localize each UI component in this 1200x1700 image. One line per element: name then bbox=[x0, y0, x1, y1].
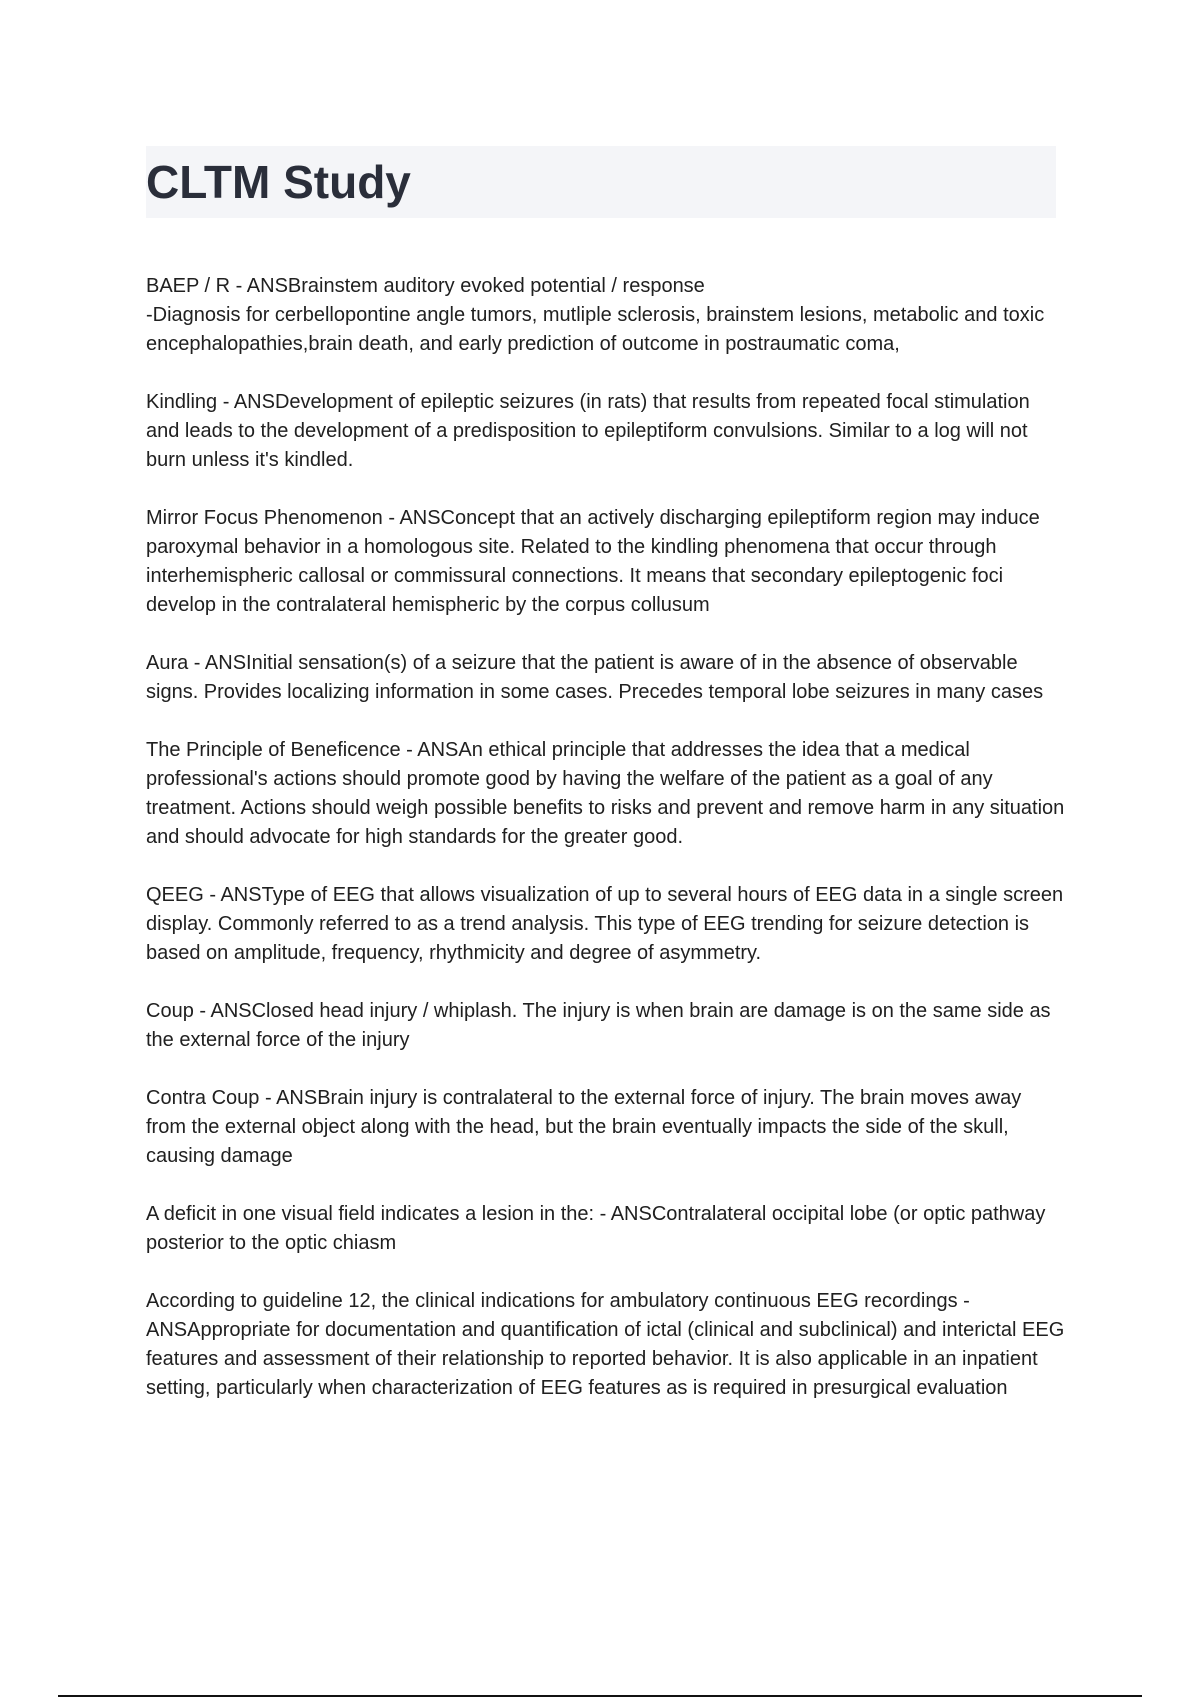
page-title: CLTM Study bbox=[146, 156, 411, 208]
entry-beneficence: The Principle of Beneficence - ANSAn ethical principle that addresses the idea that a medical professional's actions should promote good by having the welfare of the patient as a goal of any treatment. Actions should weigh possible benefits to risks and prevent and remove harm in any situation and should advocate for high standards for the greater good. bbox=[146, 739, 1065, 848]
entry-guideline-12: According to guideline 12, the clinical indications for ambulatory continuous EEG recordings - ANSAppropriate for documentation and quantification of ictal (clinical and subclinical) and interictal EEG features and assessment of their relationship to reported behavior. It is also applicable in an inpatient setting, particularly when characterization of EEG features as is required in presurgical evaluation bbox=[146, 1290, 1065, 1399]
entry-aura: Aura - ANSInitial sensation(s) of a seizure that the patient is aware of in the absence of observable signs. Provides localizing information in some cases. Precedes temporal lobe seizures in many cases bbox=[146, 652, 1044, 703]
entry-coup: Coup - ANSClosed head injury / whiplash. The injury is when brain are damage is on the same side as the external force of the injury bbox=[146, 1000, 1051, 1051]
document-body bbox=[146, 272, 1066, 1432]
entry-visual-field: A deficit in one visual field indicates a lesion in the: - ANSContralateral occipital lobe (or optic pathway posterior to the optic chiasm bbox=[146, 1203, 1046, 1254]
entry-qeeg: QEEG - ANSType of EEG that allows visualization of up to several hours of EEG data in a single screen display. Commonly referred to as a trend analysis. This type of EEG trending for seizure detection is based on amplitude, frequency, rhythmicity and degree of asymmetry. bbox=[146, 884, 1064, 964]
entry-baep: BAEP / R - ANSBrainstem auditory evoked potential / response -Diagnosis for cerbellopontine angle tumors, mutliple sclerosis, brainstem lesions, metabolic and toxic encephalopathies,brain death, and early prediction of outcome in postraumatic coma, bbox=[146, 275, 1045, 355]
entry-contra-coup: Contra Coup - ANSBrain injury is contralateral to the external force of injury. The brain moves away from the external object along with the head, but the brain eventually impacts the side of the skull, causing damage bbox=[146, 1087, 1022, 1167]
page-divider bbox=[58, 1695, 1142, 1697]
entry-mirror-focus: Mirror Focus Phenomenon - ANSConcept that an actively discharging epileptiform region may induce paroxymal behavior in a homologous site. Related to the kindling phenomena that occur through interhemispheric callosal or commissural connections. It means that secondary epileptogenic foci develop in the contralateral hemispheric by the corpus collusum bbox=[146, 507, 1040, 616]
entry-kindling: Kindling - ANSDevelopment of epileptic seizures (in rats) that results from repeated focal stimulation and leads to the development of a predisposition to epileptiform convulsions. Similar to a log will not burn unless it's kindled. bbox=[146, 391, 1030, 471]
